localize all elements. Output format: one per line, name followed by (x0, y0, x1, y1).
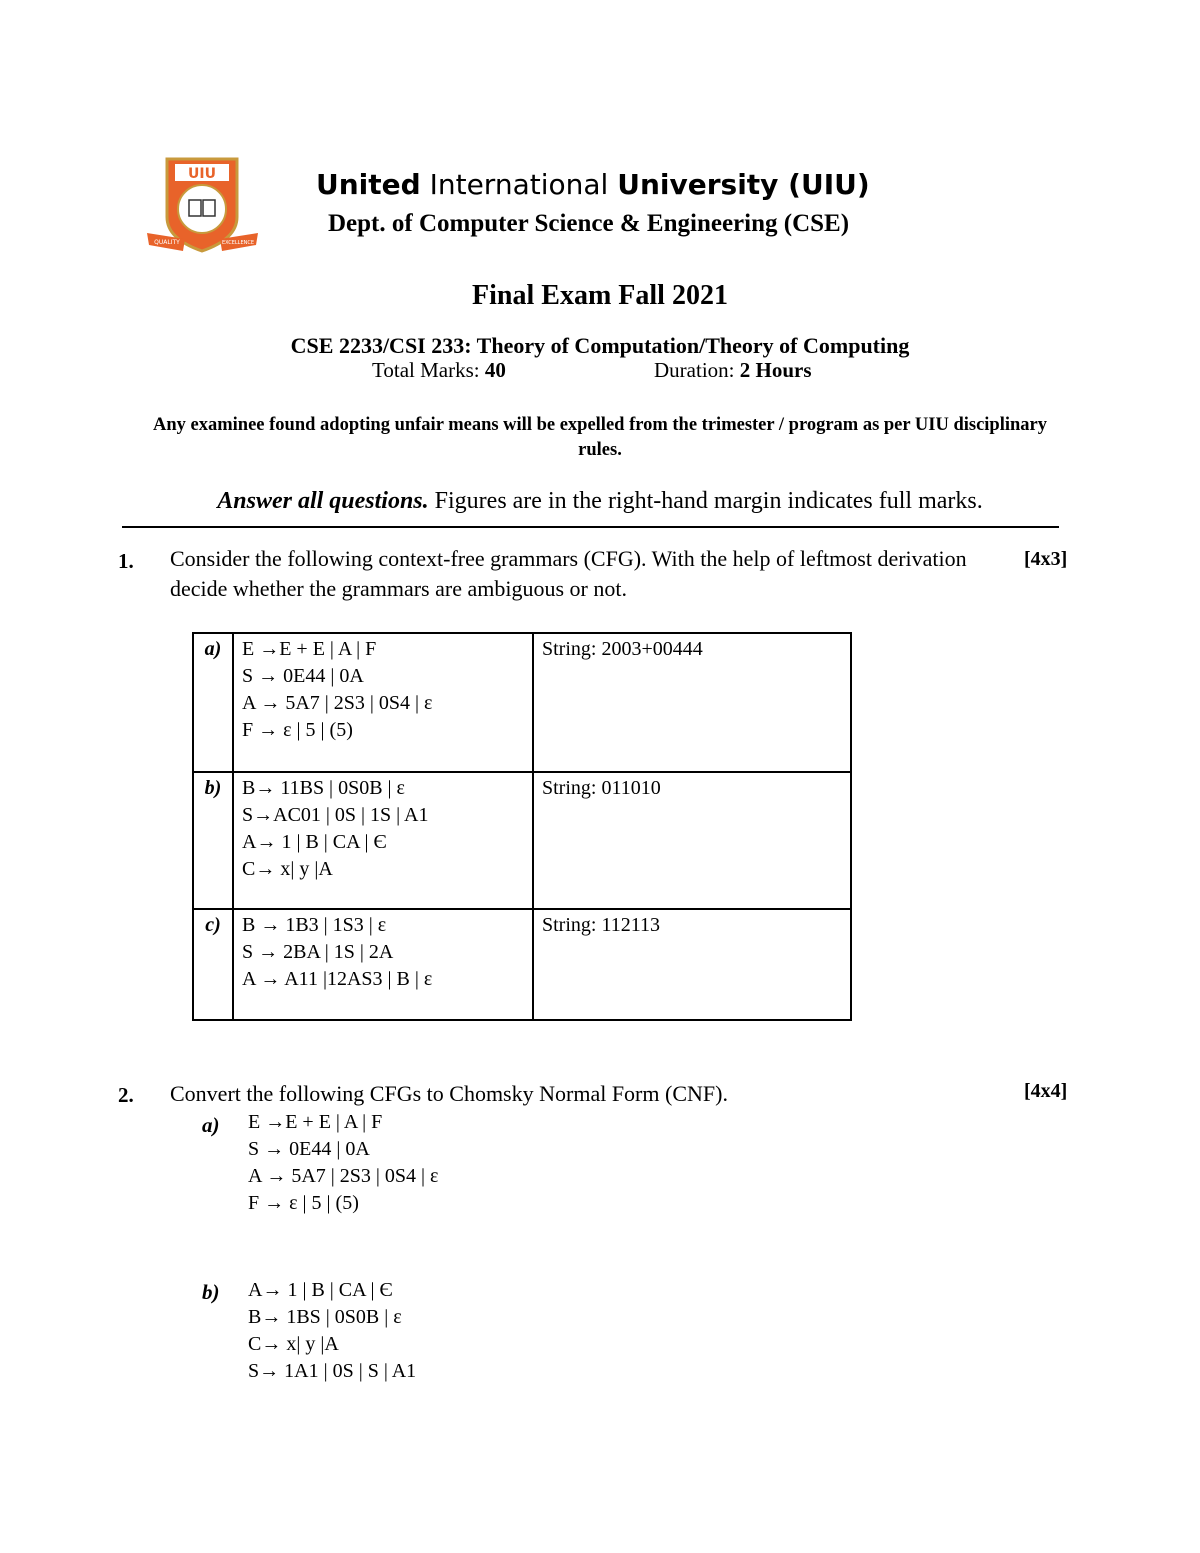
production: A→ 1 | B | CA | Є (248, 1279, 393, 1301)
table-row (193, 909, 851, 1020)
production: A→ 1 | B | CA | Є (242, 831, 387, 853)
title-united: United (316, 168, 421, 201)
production: S→AC01 | 0S | 1S | A1 (242, 804, 429, 826)
production: A → 5A7 | 2S3 | 0S4 | ε (248, 1165, 439, 1187)
logo-ribbon-left: QUALITY (154, 239, 180, 246)
production: B→ 1BS | 0S0B | ε (248, 1306, 402, 1328)
logo-ribbon-right: EXCELLENCE (222, 240, 254, 246)
production: S → 0E44 | 0A (248, 1138, 370, 1160)
exam-title: Final Exam Fall 2021 (472, 280, 728, 311)
string-cell: String: 2003+00444 (533, 633, 851, 772)
production: E →E + E | A | F (242, 638, 377, 660)
production: A → 5A7 | 2S3 | 0S4 | ε (242, 692, 433, 714)
duration (654, 358, 812, 383)
production: S → 2BA | 1S | 2A (242, 941, 394, 963)
production: S→ 1A1 | 0S | S | A1 (248, 1360, 417, 1382)
production: A → A11 |12AS3 | B | ε (242, 968, 433, 990)
q2a-productions (248, 1109, 438, 1217)
total-marks-label: Total Marks: (372, 358, 485, 382)
duration-value: 2 Hours (739, 358, 812, 382)
production: C→ x| y |A (248, 1333, 339, 1355)
course-title: CSE 2233/CSI 233: Theory of Computation/Theory of Computing (290, 333, 910, 358)
q2-text: Convert the following CFGs to Chomsky Normal Form (CNF). (170, 1081, 728, 1106)
university-title (316, 168, 870, 201)
q2-marks: [4x4] (1024, 1080, 1068, 1102)
string-cell: String: 011010 (533, 772, 851, 909)
production: F → ε | 5 | (5) (248, 1192, 359, 1214)
production: E →E + E | A | F (248, 1111, 383, 1133)
q1-grammar-table (192, 632, 852, 1021)
q1-number: 1. (118, 549, 134, 573)
production: C→ x| y |A (242, 858, 333, 880)
total-marks (372, 358, 506, 383)
q2-number: 2. (118, 1083, 134, 1107)
title-international: International (420, 168, 618, 201)
total-marks-value: 40 (484, 358, 506, 382)
department-name: Dept. of Computer Science & Engineering (CSE) (328, 210, 850, 237)
horizontal-divider (122, 526, 1059, 528)
unfair-means-warning: Any examinee found adopting unfair means will be expelled from the trimester / program as per UIU disciplinary rules. (153, 415, 1047, 460)
q1-text: Consider the following context-free grammars (CFG). With the help of leftmost derivation decide whether the grammars are ambiguous or not. (170, 546, 967, 601)
q2b-productions (248, 1277, 416, 1385)
production: B→ 11BS | 0S0B | ε (242, 777, 405, 799)
string-cell: String: 112113 (533, 909, 851, 1020)
instruction-rest: Figures are in the right-hand margin indicates full marks. (428, 488, 983, 514)
production: F → ε | 5 | (5) (242, 719, 353, 741)
row-label: c) (193, 909, 233, 1020)
table-row (193, 633, 851, 772)
duration-label: Duration: (654, 358, 740, 382)
logo-top-text: UIU (188, 166, 216, 182)
q2a-label: a) (202, 1113, 220, 1137)
production: S → 0E44 | 0A (242, 665, 364, 687)
grammar-cell (233, 772, 533, 909)
title-university: University (UIU) (617, 168, 870, 201)
uiu-logo (145, 155, 260, 260)
instructions (0, 488, 1200, 515)
q1-marks: [4x3] (1024, 548, 1068, 570)
table-row (193, 772, 851, 909)
production: B → 1B3 | 1S3 | ε (242, 914, 387, 936)
grammar-cell (233, 909, 533, 1020)
row-label: a) (193, 633, 233, 772)
grammar-cell (233, 633, 533, 772)
instruction-bold: Answer all questions. (217, 488, 429, 514)
row-label: b) (193, 772, 233, 909)
q2b-label: b) (202, 1280, 220, 1304)
